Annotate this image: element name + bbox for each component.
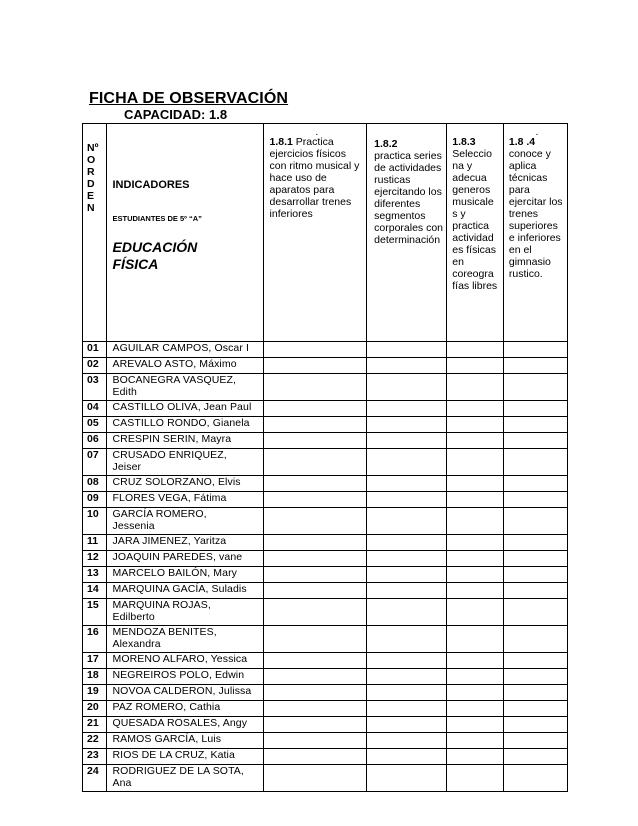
header-row [83, 124, 568, 342]
observation-cell[interactable] [263, 551, 367, 567]
student-name [106, 749, 263, 765]
observation-cell[interactable] [367, 374, 447, 401]
observation-cell[interactable] [367, 535, 447, 551]
area-title-line1: EDUCACIÓN [112, 239, 198, 255]
table-row [83, 551, 568, 567]
observation-cell[interactable] [447, 685, 504, 701]
capacity-text: Practica ejercicios físicos con ritmo musical y hace uso de aparatos para desarrollar trenes inferiores [269, 136, 360, 220]
observation-cell[interactable] [263, 358, 367, 374]
table-row [83, 401, 568, 417]
observation-cell[interactable] [503, 599, 567, 626]
observation-cell[interactable] [503, 551, 567, 567]
table-row [83, 476, 568, 492]
student-name [106, 626, 263, 653]
observation-cell[interactable] [447, 653, 504, 669]
table-row [83, 374, 568, 401]
student-name-line1: BOCANEGRA VASQUEZ, [112, 374, 237, 386]
observation-cell[interactable] [263, 733, 367, 749]
row-number: 22 [83, 733, 107, 749]
observation-cell[interactable] [263, 417, 367, 433]
row-number: 06 [83, 433, 107, 449]
table-row [83, 717, 568, 733]
observation-cell[interactable] [367, 476, 447, 492]
observation-cell[interactable] [447, 508, 504, 535]
student-name-line2: Edith [112, 386, 137, 398]
row-number: 17 [83, 653, 107, 669]
observation-cell[interactable] [447, 765, 504, 792]
row-number: 04 [83, 401, 107, 417]
area-title [113, 239, 261, 273]
student-name-line1: RODRIGUEZ DE LA SOTA, [112, 765, 244, 777]
student-name-line1: MENDOZA BENITES, [112, 626, 217, 638]
orden-letter: D [87, 178, 95, 190]
observation-cell[interactable] [367, 749, 447, 765]
student-name [106, 449, 263, 476]
observation-cell[interactable] [503, 535, 567, 551]
observation-cell[interactable] [503, 749, 567, 765]
capacity-code: 1.8.1 [269, 136, 293, 148]
student-name-line1: JARA JIMENEZ, Yaritza [112, 535, 227, 547]
observation-cell[interactable] [503, 765, 567, 792]
observation-cell[interactable] [367, 567, 447, 583]
student-name-line1: AGUILAR CAMPOS, Oscar I [112, 342, 249, 354]
student-name-line1: GARCÍA ROMERO, [112, 508, 207, 520]
row-number: 14 [83, 583, 107, 599]
indicadores-header [106, 124, 263, 342]
table-row [83, 626, 568, 653]
capacity-2-header [367, 124, 447, 342]
capacity-dot: . [315, 126, 319, 138]
observation-cell[interactable] [447, 417, 504, 433]
observation-cell[interactable] [263, 669, 367, 685]
student-name-line1: CASTILLO OLIVA, Jean Paul [112, 401, 252, 413]
observation-cell[interactable] [367, 685, 447, 701]
student-name-line1: FLORES VEGA, Fátima [112, 492, 227, 504]
student-name-line1: MARQUINA GACÍA, Suladis [112, 583, 247, 595]
row-number: 10 [83, 508, 107, 535]
observation-cell[interactable] [503, 401, 567, 417]
row-number: 19 [83, 685, 107, 701]
observation-cell[interactable] [503, 653, 567, 669]
observation-cell[interactable] [263, 717, 367, 733]
observation-cell[interactable] [447, 551, 504, 567]
student-name [106, 433, 263, 449]
observation-cell[interactable] [447, 701, 504, 717]
observation-cell[interactable] [447, 476, 504, 492]
student-name [106, 508, 263, 535]
row-number: 05 [83, 417, 107, 433]
student-name [106, 701, 263, 717]
student-name [106, 765, 263, 792]
student-name [106, 535, 263, 551]
observation-cell[interactable] [367, 599, 447, 626]
student-name-line1: MARQUINA ROJAS, [112, 599, 211, 611]
capacity-code: 1.8.3 [452, 136, 476, 148]
observation-cell[interactable] [503, 449, 567, 476]
capacity-text: practica series de actividades rusticas ejercitando los diferentes segmentos corporales con determinación [374, 150, 444, 246]
student-name-line1: JOAQUIN PAREDES, vane [112, 551, 243, 563]
observation-cell[interactable] [263, 374, 367, 401]
row-number: 21 [83, 717, 107, 733]
student-name-line1: MORENO ALFARO, Yessica [112, 653, 248, 665]
capacity-text: conoce y aplica técnicas para ejercitar los trenes superiores e inferiores en el gimnasio rustico. [508, 148, 563, 280]
observation-cell[interactable] [447, 449, 504, 476]
table-row [83, 749, 568, 765]
student-name-line1: RIOS DE LA CRUZ, Katia [112, 749, 235, 761]
observation-cell[interactable] [503, 374, 567, 401]
observation-cell[interactable] [503, 433, 567, 449]
observation-cell[interactable] [263, 749, 367, 765]
capacity-code: 1.8 .4 [508, 136, 536, 148]
table-row [83, 733, 568, 749]
student-name [106, 551, 263, 567]
student-name-line1: PAZ ROMERO, Cathia [112, 701, 221, 713]
observation-cell[interactable] [367, 433, 447, 449]
table-row [83, 583, 568, 599]
table-row [83, 765, 568, 792]
observation-cell[interactable] [503, 567, 567, 583]
observation-cell[interactable] [447, 669, 504, 685]
observation-cell[interactable] [263, 701, 367, 717]
observation-cell[interactable] [263, 653, 367, 669]
observation-cell[interactable] [263, 599, 367, 626]
observation-cell[interactable] [503, 669, 567, 685]
student-name-line2: Alexandra [112, 638, 161, 650]
capacity-label: CAPACIDAD: 1.8 [124, 107, 228, 122]
student-name [106, 401, 263, 417]
student-name-line2: Jessenia [112, 520, 155, 532]
student-name [106, 567, 263, 583]
orden-letter: O [87, 154, 96, 166]
observation-cell[interactable] [367, 701, 447, 717]
observation-cell[interactable] [503, 733, 567, 749]
observation-cell[interactable] [263, 535, 367, 551]
row-number: 12 [83, 551, 107, 567]
estudiantes-label: ESTUDIANTES DE 5º “A” [112, 214, 202, 223]
student-name [106, 358, 263, 374]
observation-cell[interactable] [367, 417, 447, 433]
indicadores-label: INDICADORES [112, 179, 190, 191]
student-name [106, 685, 263, 701]
observation-cell[interactable] [367, 508, 447, 535]
row-number: 01 [83, 342, 107, 358]
observation-cell[interactable] [503, 583, 567, 599]
observation-cell[interactable] [263, 583, 367, 599]
observation-cell[interactable] [367, 551, 447, 567]
student-name-line1: AREVALO ASTO, Máximo [112, 358, 237, 370]
student-name-line1: NOVOA CALDERON, Julissa [112, 685, 252, 697]
observation-cell[interactable] [503, 717, 567, 733]
observation-cell[interactable] [367, 626, 447, 653]
observation-cell[interactable] [263, 508, 367, 535]
observation-cell[interactable] [367, 653, 447, 669]
observation-cell[interactable] [263, 342, 367, 358]
observation-cell[interactable] [263, 567, 367, 583]
observation-cell[interactable] [263, 401, 367, 417]
table-row [83, 449, 568, 476]
row-number: 20 [83, 701, 107, 717]
row-number: 09 [83, 492, 107, 508]
observation-cell[interactable] [447, 599, 504, 626]
observation-cell[interactable] [447, 717, 504, 733]
table-row [83, 492, 568, 508]
row-number: 24 [83, 765, 107, 792]
observation-cell[interactable] [367, 401, 447, 417]
capacity-dot: . [535, 126, 539, 138]
observation-cell[interactable] [263, 492, 367, 508]
capacity-4-header [503, 124, 567, 342]
observation-cell[interactable] [367, 449, 447, 476]
student-name [106, 653, 263, 669]
student-name-line1: CRESPIN SERIN, Mayra [112, 433, 232, 445]
observation-cell[interactable] [367, 583, 447, 599]
observation-cell[interactable] [263, 685, 367, 701]
student-name-line1: CRUZ SOLORZANO, Elvis [112, 476, 241, 488]
table-row [83, 417, 568, 433]
student-name-line1: NEGREIROS POLO, Edwin [112, 669, 245, 681]
table-row [83, 701, 568, 717]
student-name [106, 717, 263, 733]
observation-cell[interactable] [263, 433, 367, 449]
area-title-line2: FÍSICA [112, 256, 159, 272]
student-name [106, 583, 263, 599]
observation-cell[interactable] [447, 733, 504, 749]
observation-cell[interactable] [263, 765, 367, 792]
student-name-line1: MARCELO BAILÓN, Mary [112, 567, 238, 579]
table-row [83, 669, 568, 685]
observation-cell[interactable] [367, 717, 447, 733]
table-row [83, 508, 568, 535]
orden-letter: E [87, 190, 95, 202]
observation-cell[interactable] [263, 476, 367, 492]
capacity-3-header [447, 124, 504, 342]
student-name [106, 476, 263, 492]
observation-cell[interactable] [503, 685, 567, 701]
row-number: 13 [83, 567, 107, 583]
observation-cell[interactable] [503, 476, 567, 492]
observation-cell[interactable] [367, 492, 447, 508]
observation-cell[interactable] [367, 765, 447, 792]
row-number: 23 [83, 749, 107, 765]
observation-cell[interactable] [447, 358, 504, 374]
observation-cell[interactable] [503, 701, 567, 717]
orden-header [83, 124, 107, 342]
table-row [83, 358, 568, 374]
student-name [106, 417, 263, 433]
orden-letter: R [87, 166, 95, 178]
observation-table [82, 123, 568, 792]
capacity-1-header [263, 124, 367, 342]
observation-cell[interactable] [367, 669, 447, 685]
student-name [106, 733, 263, 749]
student-name [106, 342, 263, 358]
student-name-line1: RAMOS GARCÍA, Luis [112, 733, 222, 745]
observation-cell[interactable] [447, 401, 504, 417]
row-number: 08 [83, 476, 107, 492]
observation-cell[interactable] [263, 626, 367, 653]
observation-cell[interactable] [503, 626, 567, 653]
row-number: 15 [83, 599, 107, 626]
observation-cell[interactable] [447, 567, 504, 583]
observation-cell[interactable] [447, 535, 504, 551]
observation-cell[interactable] [367, 358, 447, 374]
row-number: 16 [83, 626, 107, 653]
student-name-line1: CRUSADO ENRIQUEZ, [112, 449, 227, 461]
student-name-line1: CASTILLO RONDO, Gianela [112, 417, 250, 429]
observation-cell[interactable] [447, 626, 504, 653]
table-row [83, 653, 568, 669]
document-title: FICHA DE OBSERVACIÓN [89, 90, 289, 107]
student-name [106, 492, 263, 508]
observation-cell[interactable] [503, 417, 567, 433]
table-row [83, 685, 568, 701]
row-number: 07 [83, 449, 107, 476]
observation-cell[interactable] [447, 492, 504, 508]
row-number: 03 [83, 374, 107, 401]
observation-cell[interactable] [367, 733, 447, 749]
table-row [83, 567, 568, 583]
orden-letter: Nº [87, 142, 99, 154]
student-name [106, 599, 263, 626]
observation-cell[interactable] [447, 433, 504, 449]
orden-letter: N [87, 202, 95, 214]
observation-cell[interactable] [447, 342, 504, 358]
student-name-line1: QUESADA ROSALES, Angy [112, 717, 248, 729]
observation-cell[interactable] [263, 449, 367, 476]
table-row [83, 433, 568, 449]
row-number: 18 [83, 669, 107, 685]
student-name [106, 669, 263, 685]
observation-cell[interactable] [503, 492, 567, 508]
student-name-line2: Edilberto [112, 611, 155, 623]
capacity-text: Seleccio na y adecua generos musicale s y practica actividad es físicas en coreogra fías libres [452, 148, 498, 292]
table-row [83, 599, 568, 626]
row-number: 02 [83, 358, 107, 374]
student-name [106, 374, 263, 401]
observation-cell[interactable] [447, 583, 504, 599]
row-number: 11 [83, 535, 107, 551]
observation-cell[interactable] [367, 342, 447, 358]
observation-cell[interactable] [503, 342, 567, 358]
student-name-line2: Ana [112, 777, 132, 789]
student-name-line2: Jeiser [112, 461, 142, 473]
table-row [83, 342, 568, 358]
observation-cell[interactable] [503, 358, 567, 374]
capacity-code: 1.8.2 [374, 138, 398, 150]
observation-cell[interactable] [503, 508, 567, 535]
observation-cell[interactable] [447, 374, 504, 401]
table-row [83, 535, 568, 551]
observation-cell[interactable] [447, 749, 504, 765]
